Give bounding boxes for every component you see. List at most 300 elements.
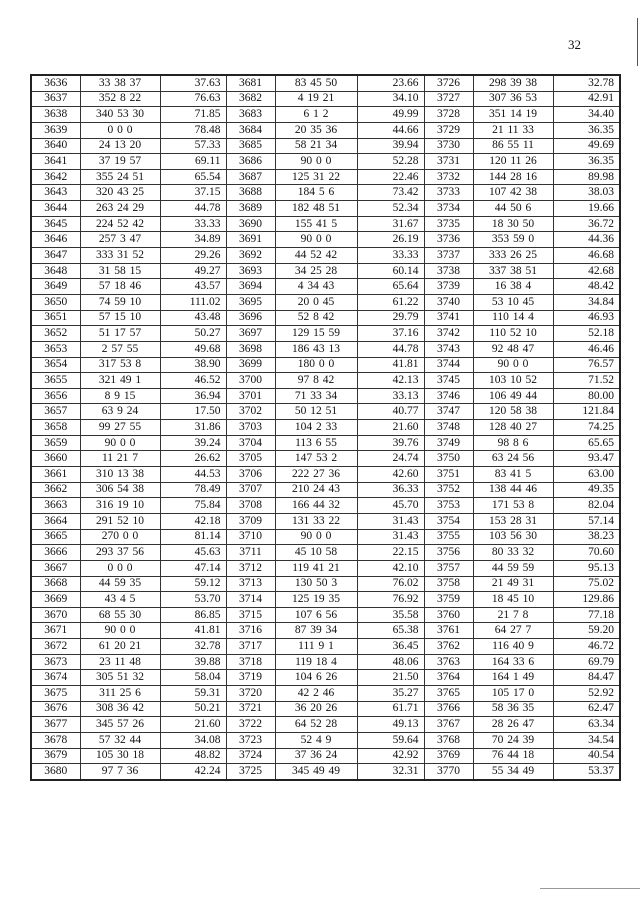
- direction-angle-cell: 74 59 10: [80, 294, 160, 310]
- point-number-cell: 3659: [31, 435, 80, 451]
- point-number-cell: 3651: [31, 310, 80, 326]
- distance-cell: 48.82: [160, 748, 226, 764]
- distance-cell: 76.02: [357, 576, 424, 592]
- direction-angle-cell: 182 48 51: [275, 201, 357, 217]
- direction-angle-cell: 105 30 18: [80, 748, 160, 764]
- direction-angle-cell: 64 27 7: [473, 623, 553, 639]
- direction-angle-cell: 130 50 3: [275, 576, 357, 592]
- direction-angle-cell: 210 24 43: [275, 482, 357, 498]
- point-number-cell: 3647: [31, 248, 80, 264]
- direction-angle-cell: 351 14 19: [473, 107, 553, 123]
- distance-cell: 47.14: [160, 560, 226, 576]
- distance-cell: 38.03: [553, 185, 620, 201]
- point-number-cell: 3686: [226, 154, 275, 170]
- point-number-cell: 3648: [31, 263, 80, 279]
- table-row: [31, 670, 620, 686]
- table-row: [31, 341, 620, 357]
- table-row: [31, 435, 620, 451]
- direction-angle-cell: 104 6 26: [275, 670, 357, 686]
- distance-cell: 60.14: [357, 263, 424, 279]
- point-number-cell: 3739: [424, 279, 473, 295]
- distance-cell: 76.63: [160, 91, 226, 107]
- direction-angle-cell: 90 0 0: [80, 435, 160, 451]
- direction-angle-cell: 90 0 0: [80, 623, 160, 639]
- point-number-cell: 3705: [226, 451, 275, 467]
- table-row: [31, 592, 620, 608]
- table-row: [31, 310, 620, 326]
- distance-cell: 121.84: [553, 404, 620, 420]
- direction-angle-cell: 6 1 2: [275, 107, 357, 123]
- direction-angle-cell: 90 0 0: [275, 154, 357, 170]
- point-number-cell: 3717: [226, 639, 275, 655]
- distance-cell: 53.70: [160, 592, 226, 608]
- direction-angle-cell: 0 0 0: [80, 122, 160, 138]
- point-number-cell: 3681: [226, 75, 275, 91]
- direction-angle-cell: 129 15 59: [275, 326, 357, 342]
- point-number-cell: 3654: [31, 357, 80, 373]
- distance-cell: 21.50: [357, 670, 424, 686]
- point-number-cell: 3660: [31, 451, 80, 467]
- point-number-cell: 3715: [226, 607, 275, 623]
- distance-cell: 71.85: [160, 107, 226, 123]
- point-number-cell: 3708: [226, 498, 275, 514]
- point-number-cell: 3742: [424, 326, 473, 342]
- distance-cell: 42.24: [160, 764, 226, 780]
- distance-cell: 69.79: [553, 654, 620, 670]
- direction-angle-cell: 23 11 48: [80, 654, 160, 670]
- direction-angle-cell: 164 1 49: [473, 670, 553, 686]
- table-row: [31, 263, 620, 279]
- distance-cell: 80.00: [553, 388, 620, 404]
- point-number-cell: 3757: [424, 560, 473, 576]
- table-row: [31, 201, 620, 217]
- direction-angle-cell: 34 25 28: [275, 263, 357, 279]
- table-row: [31, 107, 620, 123]
- distance-cell: 49.68: [160, 341, 226, 357]
- direction-angle-cell: 83 45 50: [275, 75, 357, 91]
- point-number-cell: 3723: [226, 732, 275, 748]
- distance-cell: 31.67: [357, 216, 424, 232]
- point-number-cell: 3770: [424, 764, 473, 780]
- direction-angle-cell: 92 48 47: [473, 341, 553, 357]
- table-row: [31, 623, 620, 639]
- point-number-cell: 3703: [226, 420, 275, 436]
- point-number-cell: 3767: [424, 717, 473, 733]
- direction-angle-cell: 222 27 36: [275, 467, 357, 483]
- distance-cell: 42.18: [160, 513, 226, 529]
- point-number-cell: 3716: [226, 623, 275, 639]
- distance-cell: 50.21: [160, 701, 226, 717]
- direction-angle-cell: 352 8 22: [80, 91, 160, 107]
- point-number-cell: 3656: [31, 388, 80, 404]
- direction-angle-cell: 125 31 22: [275, 169, 357, 185]
- distance-cell: 39.94: [357, 138, 424, 154]
- point-number-cell: 3690: [226, 216, 275, 232]
- distance-cell: 43.48: [160, 310, 226, 326]
- distance-cell: 37.16: [357, 326, 424, 342]
- direction-angle-cell: 355 24 51: [80, 169, 160, 185]
- table-row: [31, 607, 620, 623]
- distance-cell: 84.47: [553, 670, 620, 686]
- point-number-cell: 3672: [31, 639, 80, 655]
- point-number-cell: 3677: [31, 717, 80, 733]
- direction-angle-cell: 128 40 27: [473, 420, 553, 436]
- point-number-cell: 3643: [31, 185, 80, 201]
- distance-cell: 37.63: [160, 75, 226, 91]
- point-number-cell: 3666: [31, 545, 80, 561]
- footer-rule: [540, 888, 640, 889]
- table-row: [31, 373, 620, 389]
- point-number-cell: 3667: [31, 560, 80, 576]
- point-number-cell: 3638: [31, 107, 80, 123]
- direction-angle-cell: 110 52 10: [473, 326, 553, 342]
- distance-cell: 34.08: [160, 732, 226, 748]
- distance-cell: 52.34: [357, 201, 424, 217]
- direction-angle-cell: 57 15 10: [80, 310, 160, 326]
- direction-angle-cell: 333 26 25: [473, 248, 553, 264]
- distance-cell: 46.46: [553, 341, 620, 357]
- distance-cell: 111.02: [160, 294, 226, 310]
- direction-angle-cell: 144 28 16: [473, 169, 553, 185]
- table-row: [31, 467, 620, 483]
- distance-cell: 33.33: [357, 248, 424, 264]
- distance-cell: 39.24: [160, 435, 226, 451]
- distance-cell: 49.69: [553, 138, 620, 154]
- table-row: [31, 154, 620, 170]
- point-number-cell: 3702: [226, 404, 275, 420]
- point-number-cell: 3653: [31, 341, 80, 357]
- direction-angle-cell: 186 43 13: [275, 341, 357, 357]
- point-number-cell: 3706: [226, 467, 275, 483]
- table-row: [31, 685, 620, 701]
- table-row: [31, 732, 620, 748]
- point-number-cell: 3721: [226, 701, 275, 717]
- point-number-cell: 3713: [226, 576, 275, 592]
- point-number-cell: 3636: [31, 75, 80, 91]
- point-number-cell: 3731: [424, 154, 473, 170]
- point-number-cell: 3687: [226, 169, 275, 185]
- distance-cell: 48.42: [553, 279, 620, 295]
- table-row: [31, 279, 620, 295]
- distance-cell: 74.25: [553, 420, 620, 436]
- point-number-cell: 3735: [424, 216, 473, 232]
- distance-cell: 81.14: [160, 529, 226, 545]
- distance-cell: 59.64: [357, 732, 424, 748]
- point-number-cell: 3743: [424, 341, 473, 357]
- distance-cell: 42.92: [357, 748, 424, 764]
- distance-cell: 65.65: [553, 435, 620, 451]
- distance-cell: 45.63: [160, 545, 226, 561]
- table-row: [31, 748, 620, 764]
- direction-angle-cell: 18 30 50: [473, 216, 553, 232]
- point-number-cell: 3761: [424, 623, 473, 639]
- distance-cell: 22.15: [357, 545, 424, 561]
- direction-angle-cell: 138 44 46: [473, 482, 553, 498]
- direction-angle-cell: 345 57 26: [80, 717, 160, 733]
- direction-angle-cell: 51 17 57: [80, 326, 160, 342]
- direction-angle-cell: 105 17 0: [473, 685, 553, 701]
- point-number-cell: 3645: [31, 216, 80, 232]
- distance-cell: 31.86: [160, 420, 226, 436]
- point-number-cell: 3671: [31, 623, 80, 639]
- distance-cell: 86.85: [160, 607, 226, 623]
- direction-angle-cell: 52 4 9: [275, 732, 357, 748]
- point-number-cell: 3754: [424, 513, 473, 529]
- distance-cell: 63.00: [553, 467, 620, 483]
- direction-angle-cell: 86 55 11: [473, 138, 553, 154]
- distance-cell: 69.11: [160, 154, 226, 170]
- distance-cell: 42.60: [357, 467, 424, 483]
- distance-cell: 44.66: [357, 122, 424, 138]
- distance-cell: 65.38: [357, 623, 424, 639]
- point-number-cell: 3724: [226, 748, 275, 764]
- point-number-cell: 3766: [424, 701, 473, 717]
- direction-angle-cell: 293 37 56: [80, 545, 160, 561]
- direction-angle-cell: 131 33 22: [275, 513, 357, 529]
- direction-angle-cell: 103 56 30: [473, 529, 553, 545]
- table-row: [31, 482, 620, 498]
- distance-cell: 36.94: [160, 388, 226, 404]
- point-number-cell: 3762: [424, 639, 473, 655]
- direction-angle-cell: 90 0 0: [473, 357, 553, 373]
- direction-angle-cell: 57 18 46: [80, 279, 160, 295]
- point-number-cell: 3693: [226, 263, 275, 279]
- direction-angle-cell: 311 25 6: [80, 685, 160, 701]
- point-number-cell: 3670: [31, 607, 80, 623]
- direction-angle-cell: 21 7 8: [473, 607, 553, 623]
- distance-cell: 44.53: [160, 467, 226, 483]
- distance-cell: 17.50: [160, 404, 226, 420]
- point-number-cell: 3652: [31, 326, 80, 342]
- direction-angle-cell: 76 44 18: [473, 748, 553, 764]
- direction-angle-cell: 270 0 0: [80, 529, 160, 545]
- direction-angle-cell: 28 26 47: [473, 717, 553, 733]
- direction-angle-cell: 308 36 42: [80, 701, 160, 717]
- point-number-cell: 3637: [31, 91, 80, 107]
- point-number-cell: 3709: [226, 513, 275, 529]
- point-number-cell: 3639: [31, 122, 80, 138]
- table-row: [31, 545, 620, 561]
- direction-angle-cell: 310 13 38: [80, 467, 160, 483]
- point-number-cell: 3718: [226, 654, 275, 670]
- point-number-cell: 3697: [226, 326, 275, 342]
- distance-cell: 49.13: [357, 717, 424, 733]
- point-number-cell: 3662: [31, 482, 80, 498]
- point-number-cell: 3711: [226, 545, 275, 561]
- distance-cell: 49.99: [357, 107, 424, 123]
- distance-cell: 52.18: [553, 326, 620, 342]
- direction-angle-cell: 298 39 38: [473, 75, 553, 91]
- direction-angle-cell: 164 33 6: [473, 654, 553, 670]
- direction-angle-cell: 104 2 33: [275, 420, 357, 436]
- direction-angle-cell: 64 52 28: [275, 717, 357, 733]
- point-number-cell: 3682: [226, 91, 275, 107]
- distance-cell: 21.60: [357, 420, 424, 436]
- direction-angle-cell: 180 0 0: [275, 357, 357, 373]
- point-number-cell: 3665: [31, 529, 80, 545]
- distance-cell: 45.70: [357, 498, 424, 514]
- direction-angle-cell: 166 44 32: [275, 498, 357, 514]
- distance-cell: 75.84: [160, 498, 226, 514]
- direction-angle-cell: 71 33 34: [275, 388, 357, 404]
- distance-cell: 19.66: [553, 201, 620, 217]
- page-edge-line: [637, 18, 638, 66]
- distance-cell: 95.13: [553, 560, 620, 576]
- direction-angle-cell: 90 0 0: [275, 232, 357, 248]
- distance-cell: 71.52: [553, 373, 620, 389]
- direction-angle-cell: 31 58 15: [80, 263, 160, 279]
- distance-cell: 49.35: [553, 482, 620, 498]
- point-number-cell: 3738: [424, 263, 473, 279]
- direction-angle-cell: 97 8 42: [275, 373, 357, 389]
- distance-cell: 57.33: [160, 138, 226, 154]
- point-number-cell: 3765: [424, 685, 473, 701]
- direction-angle-cell: 291 52 10: [80, 513, 160, 529]
- direction-angle-cell: 147 53 2: [275, 451, 357, 467]
- direction-angle-cell: 37 36 24: [275, 748, 357, 764]
- distance-cell: 53.37: [553, 764, 620, 780]
- point-number-cell: 3663: [31, 498, 80, 514]
- distance-cell: 38.90: [160, 357, 226, 373]
- table-row: [31, 122, 620, 138]
- direction-angle-cell: 316 19 10: [80, 498, 160, 514]
- distance-cell: 41.81: [160, 623, 226, 639]
- direction-angle-cell: 120 11 26: [473, 154, 553, 170]
- point-number-cell: 3750: [424, 451, 473, 467]
- point-number-cell: 3707: [226, 482, 275, 498]
- point-number-cell: 3719: [226, 670, 275, 686]
- direction-angle-cell: 80 33 32: [473, 545, 553, 561]
- distance-cell: 34.84: [553, 294, 620, 310]
- distance-cell: 61.71: [357, 701, 424, 717]
- direction-angle-cell: 320 43 25: [80, 185, 160, 201]
- point-number-cell: 3712: [226, 560, 275, 576]
- direction-angle-cell: 107 42 38: [473, 185, 553, 201]
- direction-angle-cell: 55 34 49: [473, 764, 553, 780]
- direction-angle-cell: 0 0 0: [80, 560, 160, 576]
- point-number-cell: 3696: [226, 310, 275, 326]
- table-row: [31, 388, 620, 404]
- point-number-cell: 3741: [424, 310, 473, 326]
- distance-cell: 38.23: [553, 529, 620, 545]
- table-row: [31, 216, 620, 232]
- point-number-cell: 3726: [424, 75, 473, 91]
- point-number-cell: 3758: [424, 576, 473, 592]
- direction-angle-cell: 125 19 35: [275, 592, 357, 608]
- table-row: [31, 513, 620, 529]
- point-number-cell: 3701: [226, 388, 275, 404]
- distance-cell: 32.31: [357, 764, 424, 780]
- direction-angle-cell: 119 18 4: [275, 654, 357, 670]
- direction-angle-cell: 87 39 34: [275, 623, 357, 639]
- distance-cell: 42.13: [357, 373, 424, 389]
- point-number-cell: 3658: [31, 420, 80, 436]
- point-number-cell: 3760: [424, 607, 473, 623]
- point-number-cell: 3664: [31, 513, 80, 529]
- point-number-cell: 3700: [226, 373, 275, 389]
- table-row: [31, 560, 620, 576]
- distance-cell: 40.77: [357, 404, 424, 420]
- point-number-cell: 3725: [226, 764, 275, 780]
- distance-cell: 93.47: [553, 451, 620, 467]
- distance-cell: 34.40: [553, 107, 620, 123]
- point-number-cell: 3661: [31, 467, 80, 483]
- point-number-cell: 3748: [424, 420, 473, 436]
- direction-angle-cell: 18 45 10: [473, 592, 553, 608]
- point-number-cell: 3642: [31, 169, 80, 185]
- direction-angle-cell: 4 34 43: [275, 279, 357, 295]
- distance-cell: 61.22: [357, 294, 424, 310]
- point-number-cell: 3733: [424, 185, 473, 201]
- direction-angle-cell: 70 24 39: [473, 732, 553, 748]
- distance-cell: 35.27: [357, 685, 424, 701]
- distance-cell: 35.58: [357, 607, 424, 623]
- distance-cell: 36.35: [553, 154, 620, 170]
- distance-cell: 32.78: [160, 639, 226, 655]
- table-row: [31, 326, 620, 342]
- direction-angle-cell: 119 41 21: [275, 560, 357, 576]
- table-row: [31, 248, 620, 264]
- direction-angle-cell: 171 53 8: [473, 498, 553, 514]
- distance-cell: 44.78: [160, 201, 226, 217]
- direction-angle-cell: 20 0 45: [275, 294, 357, 310]
- direction-angle-cell: 44 59 35: [80, 576, 160, 592]
- point-number-cell: 3650: [31, 294, 80, 310]
- direction-angle-cell: 99 27 55: [80, 420, 160, 436]
- direction-angle-cell: 16 38 4: [473, 279, 553, 295]
- distance-cell: 75.02: [553, 576, 620, 592]
- distance-cell: 29.79: [357, 310, 424, 326]
- direction-angle-cell: 305 51 32: [80, 670, 160, 686]
- direction-angle-cell: 317 53 8: [80, 357, 160, 373]
- direction-angle-cell: 83 41 5: [473, 467, 553, 483]
- point-number-cell: 3752: [424, 482, 473, 498]
- distance-cell: 36.33: [357, 482, 424, 498]
- direction-angle-cell: 42 2 46: [275, 685, 357, 701]
- distance-cell: 32.78: [553, 75, 620, 91]
- table-row: [31, 169, 620, 185]
- point-number-cell: 3734: [424, 201, 473, 217]
- point-number-cell: 3769: [424, 748, 473, 764]
- direction-angle-cell: 33 38 37: [80, 75, 160, 91]
- distance-cell: 62.47: [553, 701, 620, 717]
- distance-cell: 129.86: [553, 592, 620, 608]
- direction-angle-cell: 110 14 4: [473, 310, 553, 326]
- distance-cell: 52.28: [357, 154, 424, 170]
- point-number-cell: 3683: [226, 107, 275, 123]
- direction-angle-cell: 43 4 5: [80, 592, 160, 608]
- point-number-cell: 3640: [31, 138, 80, 154]
- direction-angle-cell: 103 10 52: [473, 373, 553, 389]
- point-number-cell: 3729: [424, 122, 473, 138]
- direction-angle-cell: 307 36 53: [473, 91, 553, 107]
- direction-angle-cell: 44 59 59: [473, 560, 553, 576]
- distance-cell: 42.68: [553, 263, 620, 279]
- point-number-cell: 3753: [424, 498, 473, 514]
- point-number-cell: 3714: [226, 592, 275, 608]
- direction-angle-cell: 340 53 30: [80, 107, 160, 123]
- direction-angle-cell: 53 10 45: [473, 294, 553, 310]
- table-row: [31, 294, 620, 310]
- direction-angle-cell: 52 8 42: [275, 310, 357, 326]
- direction-angle-cell: 337 38 51: [473, 263, 553, 279]
- point-number-cell: 3756: [424, 545, 473, 561]
- direction-angle-cell: 155 41 5: [275, 216, 357, 232]
- point-number-cell: 3751: [424, 467, 473, 483]
- direction-angle-cell: 45 10 58: [275, 545, 357, 561]
- coordinate-table: [30, 74, 621, 781]
- direction-angle-cell: 58 36 35: [473, 701, 553, 717]
